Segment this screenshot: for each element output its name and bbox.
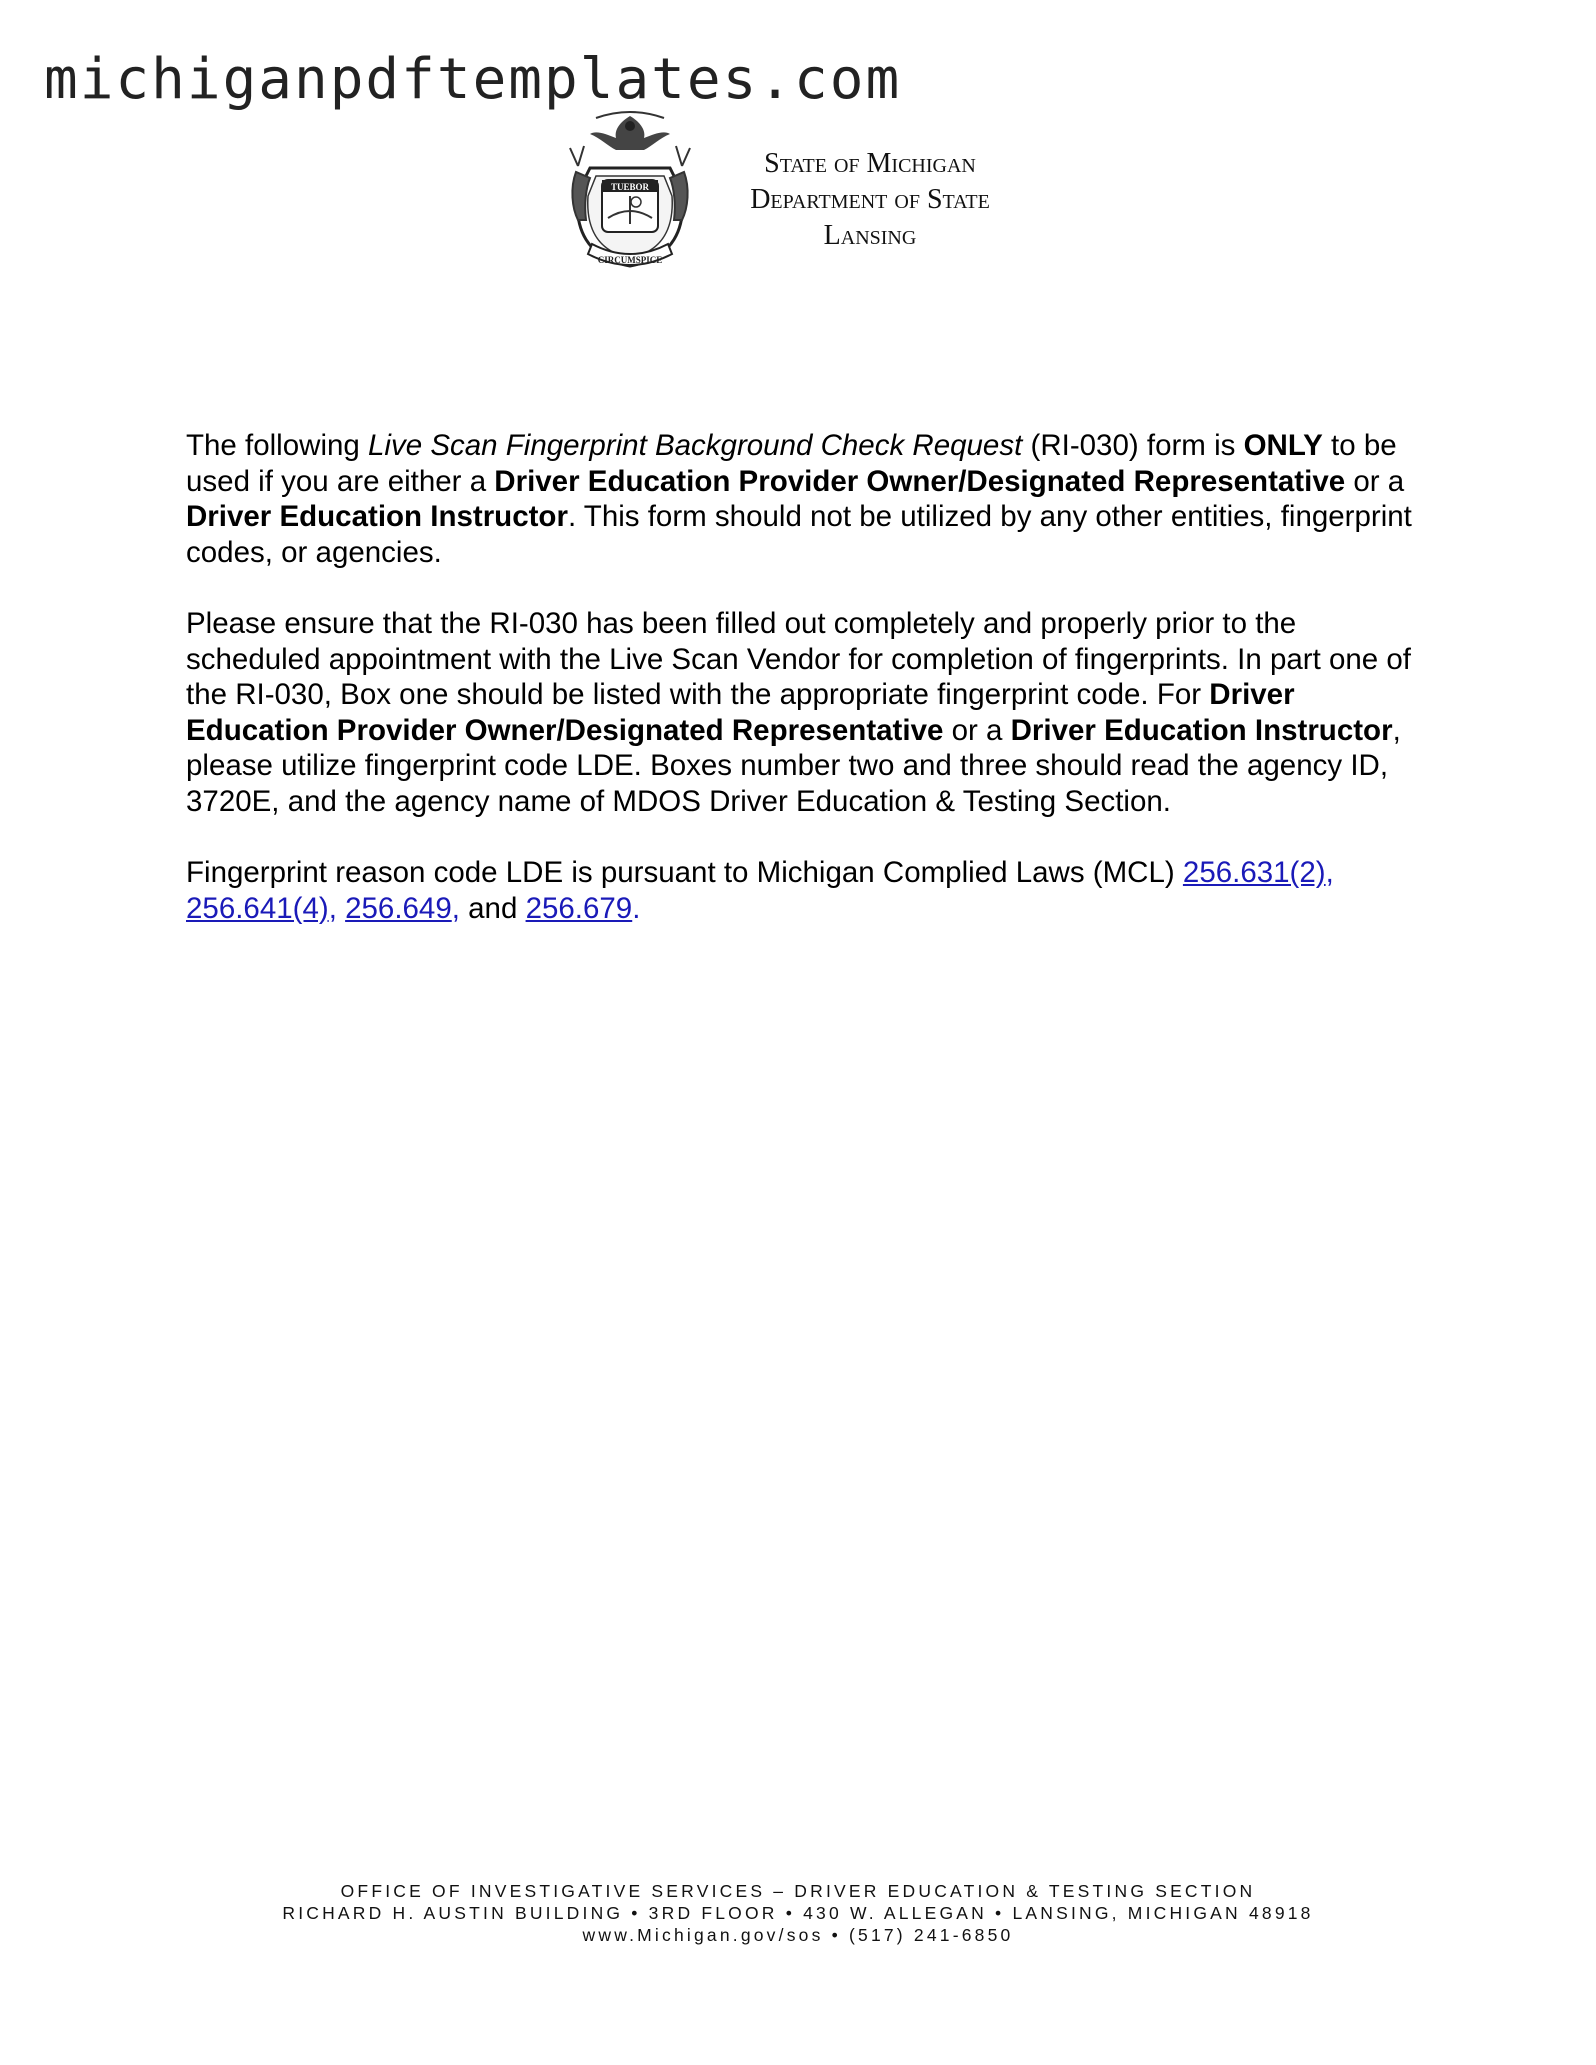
p1-role-instructor: Driver Education Instructor bbox=[186, 500, 568, 533]
p2-role-instructor: Driver Education Instructor bbox=[1010, 713, 1393, 747]
seal-motto-top: TUEBOR bbox=[610, 182, 650, 192]
michigan-seal-icon bbox=[556, 108, 704, 278]
p1-text: to be used if you are either a bbox=[186, 429, 1397, 498]
paragraph-form-usage bbox=[186, 428, 1416, 570]
footer-office: OFFICE OF INVESTIGATIVE SERVICES – DRIVER EDUCATION & TESTING SECTION bbox=[340, 1881, 1256, 1901]
p1-text: (RI-030) form is bbox=[1022, 429, 1244, 462]
p1-text: The following bbox=[186, 429, 369, 462]
agency-department: Department of State bbox=[750, 184, 990, 215]
agency-state: State of Michigan bbox=[764, 148, 976, 179]
p2-role-owner: Driver Education Provider Owner/Designated Representative bbox=[186, 678, 1295, 747]
paragraph-legal-basis bbox=[186, 855, 1416, 926]
p3-comma: , bbox=[328, 891, 337, 925]
mcl-link-256-631[interactable]: 256.631(2) bbox=[1182, 856, 1326, 889]
p2-text: , please utilize fingerprint code LDE. Boxes number two and three should read the agency ID, 3720E, and the agency name of MDOS Driver Education & Testing Section. bbox=[186, 713, 1401, 818]
seal-motto-bottom: CIRCUMSPICE bbox=[597, 255, 663, 265]
footer-contact: www.Michigan.gov/sos • (517) 241-6850 bbox=[582, 1925, 1014, 1945]
p1-text: . This form should not be utilized by any other entities, fingerprint codes, or agencies. bbox=[186, 500, 1412, 569]
p1-emphasis-only: ONLY bbox=[1243, 429, 1323, 462]
p3-comma: , bbox=[451, 891, 460, 925]
p3-period: . bbox=[632, 891, 641, 925]
agency-city: Lansing bbox=[823, 220, 917, 251]
mcl-link-256-641[interactable]: 256.641(4) bbox=[186, 891, 329, 925]
p2-text: Please ensure that the RI-030 has been filled out completely and properly prior to the scheduled appointment with the Live Scan Vendor for completion of fingerprints. In part one of the RI-030, Box one should be listed with the appropriate fingerprint code. For bbox=[186, 607, 1411, 711]
page-footer bbox=[0, 1880, 1596, 1946]
p1-text: or a bbox=[1345, 464, 1405, 498]
p3-comma: , bbox=[1325, 856, 1334, 889]
p3-text: Fingerprint reason code LDE is pursuant to Michigan Complied Laws (MCL) bbox=[186, 856, 1183, 889]
p1-form-title: Live Scan Fingerprint Background Check Request bbox=[368, 429, 1023, 462]
mcl-link-256-649[interactable]: 256.649 bbox=[345, 891, 452, 925]
p1-role-owner: Driver Education Provider Owner/Designated Representative bbox=[494, 464, 1346, 498]
paragraph-instructions bbox=[186, 606, 1416, 819]
document-body bbox=[186, 428, 1416, 962]
mcl-link-256-679[interactable]: 256.679 bbox=[525, 891, 633, 925]
p3-text: and bbox=[459, 891, 526, 925]
p2-text: or a bbox=[943, 713, 1011, 747]
agency-header bbox=[720, 146, 1020, 254]
watermark: michiganpdftemplates.com bbox=[44, 47, 902, 112]
footer-address: RICHARD H. AUSTIN BUILDING • 3RD FLOOR • 430 W. ALLEGAN • LANSING, MICHIGAN 48918 bbox=[282, 1903, 1314, 1923]
